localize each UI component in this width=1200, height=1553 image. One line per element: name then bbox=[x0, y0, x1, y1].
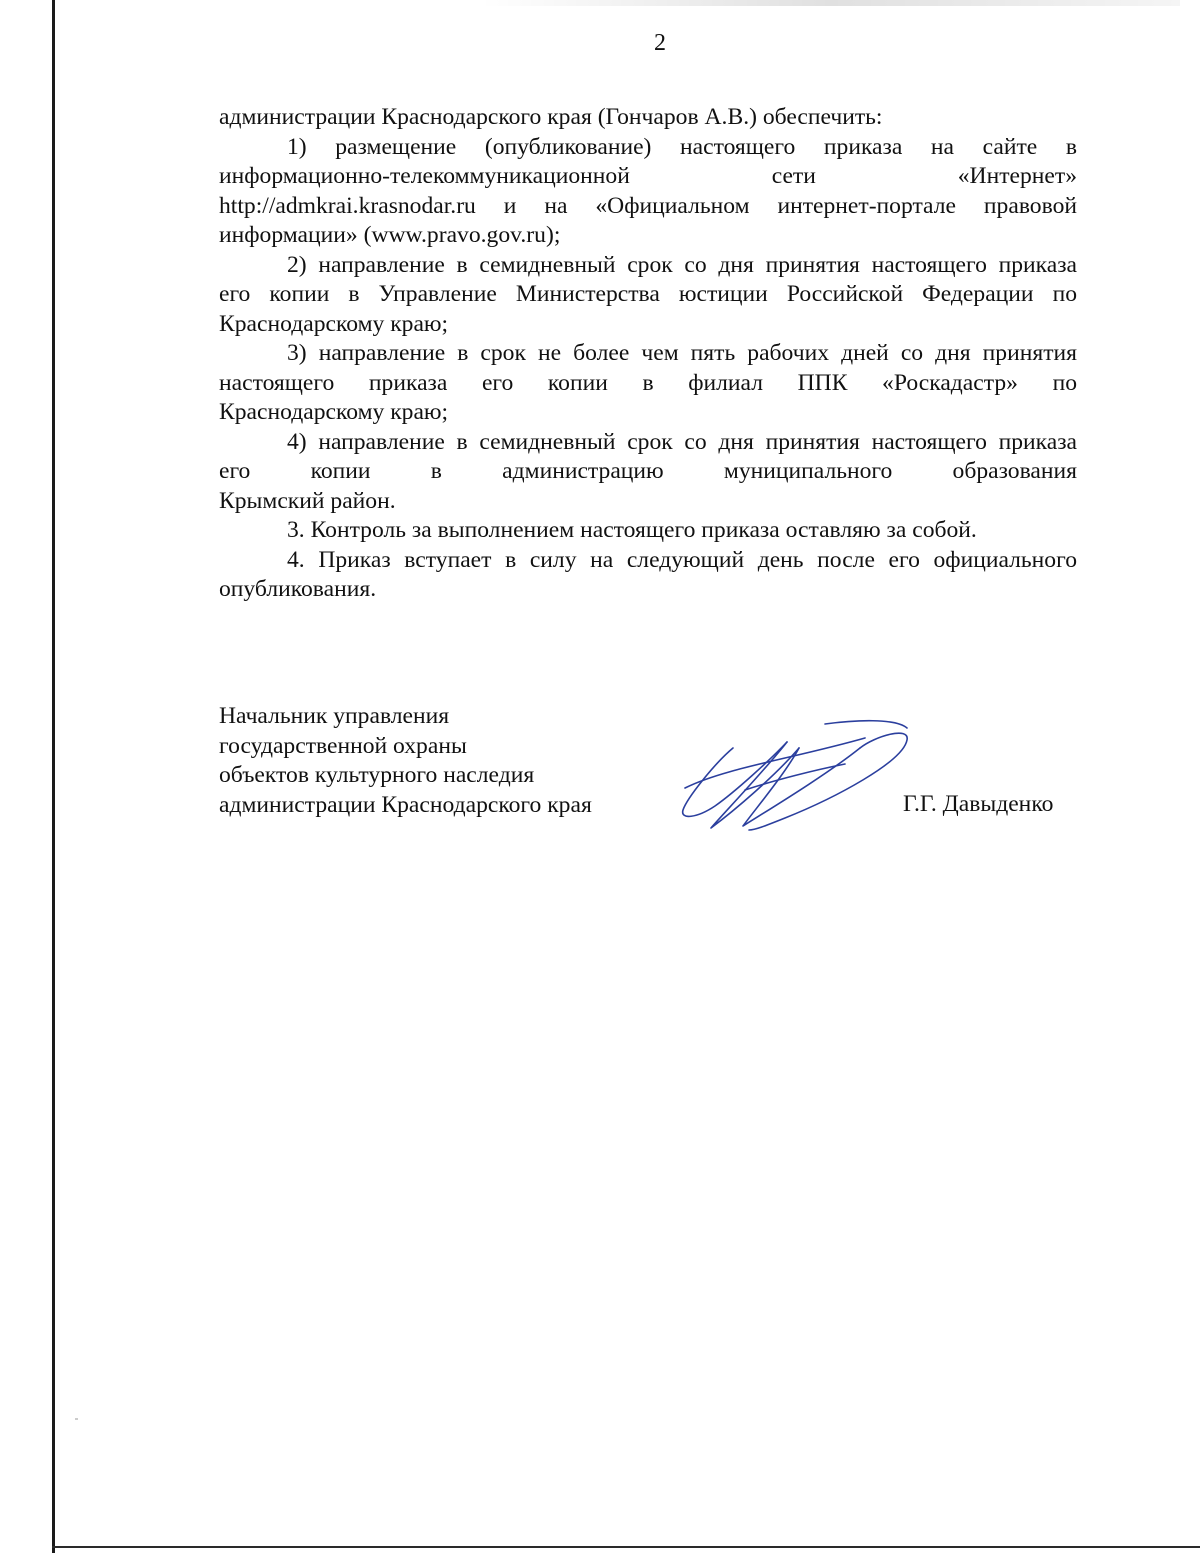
text-line: администрации Краснодарского края (Гончаров А.В.) обеспечить: bbox=[219, 104, 883, 130]
text-line: 3) направление в срок не более чем пять рабочих дней со дня принятия bbox=[287, 340, 1077, 366]
scan-edge-bottom bbox=[52, 1546, 1200, 1548]
paragraph-clause-3 bbox=[219, 516, 1077, 546]
text-line: Краснодарскому краю; bbox=[219, 310, 449, 337]
paragraph-item-2 bbox=[219, 251, 1077, 340]
position-line: объектов культурного наследия bbox=[219, 762, 535, 788]
paragraph-clause-4 bbox=[219, 546, 1077, 605]
text-line: информационно-телекоммуникационной сети «Интернет» bbox=[219, 163, 1077, 189]
handwritten-signature bbox=[675, 718, 915, 838]
signatory-position bbox=[219, 702, 592, 820]
text-line: 4. Приказ вступает в силу на следующий день после его официального bbox=[287, 546, 1077, 573]
position-line: Начальник управления bbox=[219, 703, 450, 729]
paragraph-item-3 bbox=[219, 339, 1077, 428]
text-line: 3. Контроль за выполнением настоящего приказа оставляю за собой. bbox=[287, 517, 977, 543]
paragraph-intro-tail bbox=[219, 103, 1077, 133]
text-line: его копии в администрацию муниципального образования bbox=[219, 458, 1077, 484]
text-line: Крымский район. bbox=[219, 487, 396, 514]
text-line: 1) размещение (опубликование) настоящего приказа на сайте в bbox=[287, 133, 1077, 160]
position-line: государственной охраны bbox=[219, 732, 467, 759]
text-line: настоящего приказа его копии в филиал ППК «Роскадастр» по bbox=[219, 369, 1077, 396]
scan-shade-top bbox=[480, 0, 1180, 6]
page-number: 2 bbox=[654, 30, 666, 56]
document-body bbox=[219, 103, 1077, 605]
text-line: информации» (www.pravo.gov.ru); bbox=[219, 222, 561, 248]
paragraph-item-4 bbox=[219, 428, 1077, 517]
paragraph-item-1 bbox=[219, 133, 1077, 251]
text-line: опубликования. bbox=[219, 576, 377, 602]
text-line: 2) направление в семидневный срок со дня принятия настоящего приказа bbox=[287, 251, 1077, 278]
position-line: администрации Краснодарского края bbox=[219, 791, 592, 818]
text-line: http://admkrai.krasnodar.ru и на «Официальном интернет-портале правовой bbox=[219, 192, 1077, 219]
scan-edge-left bbox=[52, 0, 55, 1553]
scan-speck bbox=[75, 1418, 78, 1420]
text-line: 4) направление в семидневный срок со дня принятия настоящего приказа bbox=[287, 428, 1077, 455]
text-line: его копии в Управление Министерства юстиции Российской Федерации по bbox=[219, 281, 1077, 307]
signer-name: Г.Г. Давыденко bbox=[903, 791, 1054, 817]
text-line: Краснодарскому краю; bbox=[219, 399, 449, 425]
